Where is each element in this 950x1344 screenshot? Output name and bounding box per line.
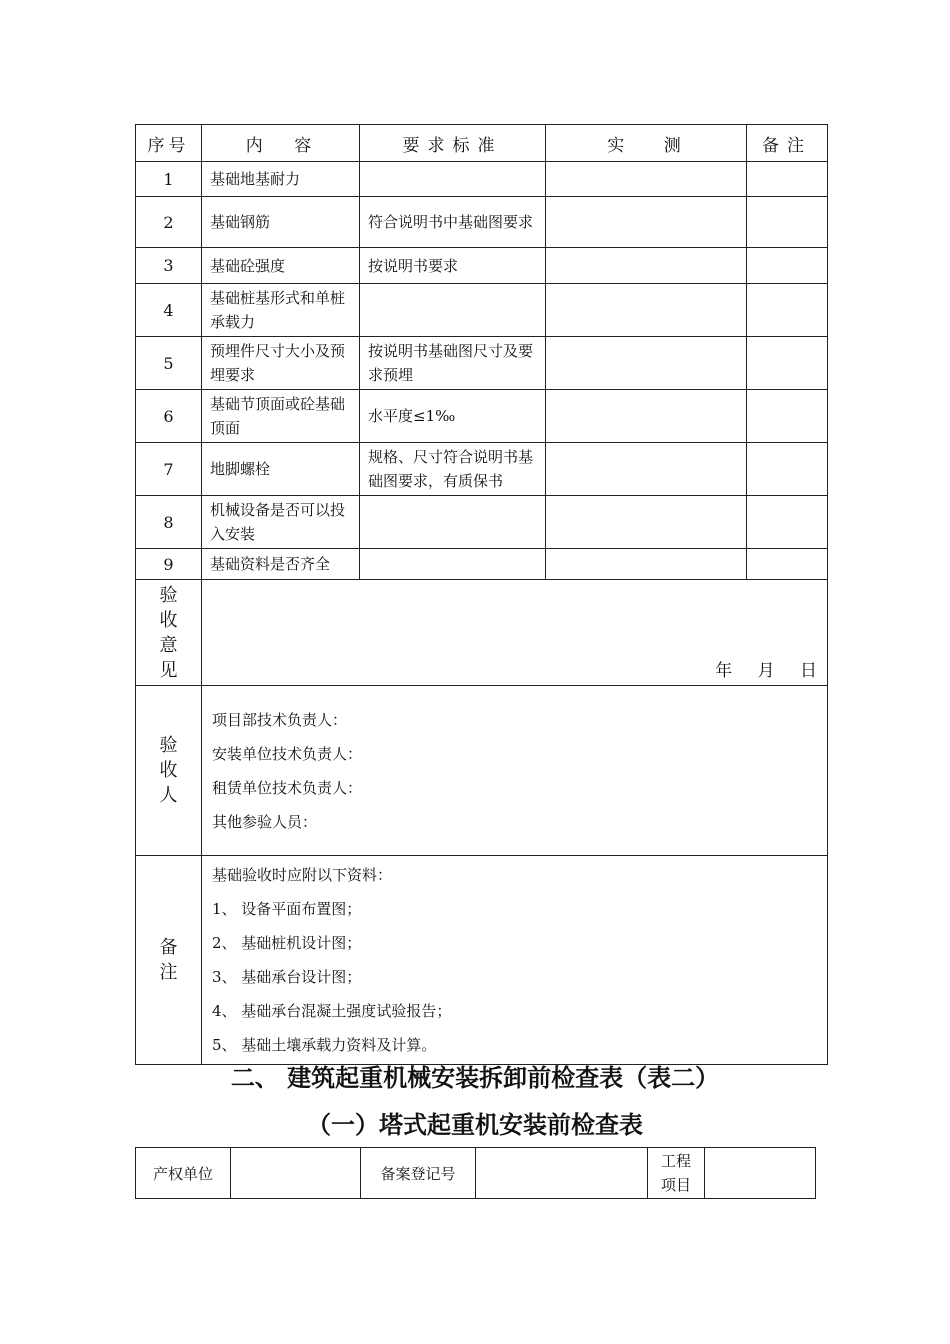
- row-content: 基础节顶面或砼基础顶面: [202, 390, 360, 443]
- crane-inspection-table: [135, 1147, 816, 1199]
- inspector-row: [136, 686, 828, 856]
- header-standard: 要求标准: [360, 125, 546, 162]
- table-row: [136, 443, 828, 496]
- row-no: 6: [136, 390, 202, 443]
- inspector-label: 验 收 人: [136, 686, 202, 856]
- row-measured[interactable]: [546, 443, 747, 496]
- row-remark[interactable]: [747, 197, 828, 248]
- inspector-installer: 安装单位技术负责人：: [212, 744, 363, 763]
- row-standard: 符合说明书中基础图要求: [360, 197, 546, 248]
- list-item: 5、 基础土壤承载力资料及计算。: [212, 1036, 437, 1054]
- row-no: 1: [136, 162, 202, 197]
- row-remark[interactable]: [747, 337, 828, 390]
- row-measured[interactable]: [546, 248, 747, 284]
- row-measured[interactable]: [546, 496, 747, 549]
- row-standard: [360, 284, 546, 337]
- row-measured[interactable]: [546, 549, 747, 580]
- header-measured: 实 测: [546, 125, 747, 162]
- subsection-title: （一）塔式起重机安装前检查表: [307, 1111, 643, 1139]
- row-standard: 规格、尺寸符合说明书基础图要求，有质保书: [360, 443, 546, 496]
- row-no: 9: [136, 549, 202, 580]
- row-content: 基础桩基形式和单桩承载力: [202, 284, 360, 337]
- record-label: 备案登记号: [361, 1148, 476, 1199]
- row-measured[interactable]: [546, 390, 747, 443]
- row-standard: [360, 549, 546, 580]
- owner-label: 产权单位: [136, 1148, 231, 1199]
- table-header-row: [136, 125, 828, 162]
- table-row: [136, 337, 828, 390]
- row-standard: 按说明书基础图尺寸及要求预埋: [360, 337, 546, 390]
- header-no: 序号: [136, 125, 202, 162]
- header-remark: 备注: [747, 125, 828, 162]
- row-content: 基础地基耐力: [202, 162, 360, 197]
- section-title: 二、 建筑起重机械安装拆卸前检查表（表二）: [230, 1064, 720, 1092]
- foundation-inspection-table: [135, 124, 828, 1065]
- row-no: 4: [136, 284, 202, 337]
- table-row: [136, 248, 828, 284]
- owner-field[interactable]: [231, 1148, 361, 1199]
- opinion-row: [136, 580, 828, 686]
- row-measured[interactable]: [546, 337, 747, 390]
- row-measured[interactable]: [546, 197, 747, 248]
- table-row: [136, 284, 828, 337]
- row-no: 2: [136, 197, 202, 248]
- inspector-list: [202, 686, 828, 856]
- row-remark[interactable]: [747, 284, 828, 337]
- project-label: 工程 项目: [648, 1148, 705, 1199]
- opinion-field[interactable]: [202, 580, 828, 686]
- list-item: 3、 基础承台设计图；: [212, 968, 362, 986]
- date-line: 年 月 日: [715, 661, 817, 681]
- row-remark[interactable]: [747, 390, 828, 443]
- row-remark[interactable]: [747, 443, 828, 496]
- table-row: [136, 390, 828, 443]
- row-content: 基础资料是否齐全: [202, 549, 360, 580]
- row-standard: [360, 162, 546, 197]
- inspector-project: 项目部技术负责人：: [212, 710, 348, 729]
- table-row: [136, 549, 828, 580]
- row-remark[interactable]: [747, 162, 828, 197]
- row-content: 基础钢筋: [202, 197, 360, 248]
- table-row: [136, 162, 828, 197]
- row-no: 3: [136, 248, 202, 284]
- row-no: 8: [136, 496, 202, 549]
- row-remark[interactable]: [747, 248, 828, 284]
- notes-label: 备 注: [136, 856, 202, 1065]
- list-item: 1、 设备平面布置图；: [212, 900, 362, 918]
- row-no: 7: [136, 443, 202, 496]
- row-content: 预埋件尺寸大小及预埋要求: [202, 337, 360, 390]
- notes-intro: 基础验收时应附以下资料：: [212, 866, 393, 884]
- row-measured[interactable]: [546, 284, 747, 337]
- row-standard: 水平度≤1‰: [360, 390, 546, 443]
- notes-list: [202, 856, 828, 1065]
- list-item: 2、 基础桩机设计图；: [212, 934, 362, 952]
- opinion-label: 验 收 意 见: [136, 580, 202, 686]
- project-field[interactable]: [705, 1148, 816, 1199]
- row-standard: 按说明书要求: [360, 248, 546, 284]
- table-row: [136, 496, 828, 549]
- record-field[interactable]: [476, 1148, 648, 1199]
- list-item: 4、 基础承台混凝土强度试验报告；: [212, 1002, 452, 1020]
- row-content: 地脚螺栓: [202, 443, 360, 496]
- row-content: 基础砼强度: [202, 248, 360, 284]
- table-row: [136, 1148, 816, 1199]
- row-standard: [360, 496, 546, 549]
- row-measured[interactable]: [546, 162, 747, 197]
- inspector-lessor: 租赁单位技术负责人：: [212, 778, 363, 797]
- inspector-other: 其他参验人员：: [212, 812, 318, 831]
- row-content: 机械设备是否可以投入安装: [202, 496, 360, 549]
- row-remark[interactable]: [747, 496, 828, 549]
- table-row: [136, 197, 828, 248]
- header-content: 内 容: [202, 125, 360, 162]
- notes-row: [136, 856, 828, 1065]
- row-remark[interactable]: [747, 549, 828, 580]
- row-no: 5: [136, 337, 202, 390]
